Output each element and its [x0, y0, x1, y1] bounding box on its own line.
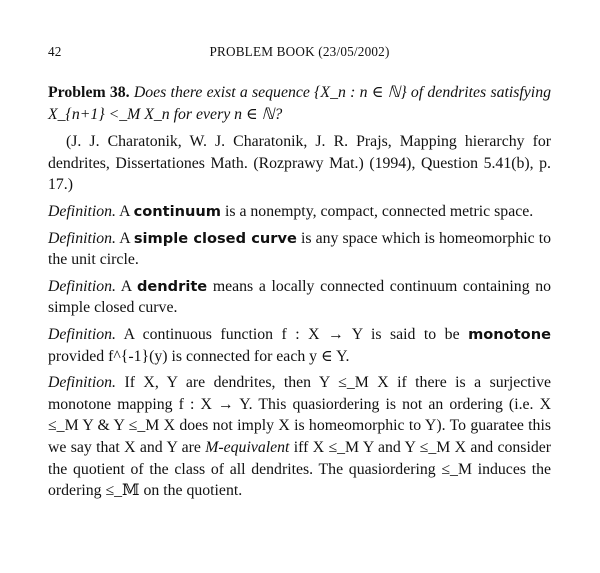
definition-text: A continuous function f : X → Y is said to be monotone provided f^{-1}(y) is connected for each y ∈ Y.: [48, 325, 552, 365]
page: [48, 42, 551, 502]
definition-label: Definition.: [48, 325, 117, 343]
definition-simple-closed-curve: [48, 228, 551, 271]
running-head: PROBLEM BOOK (23/05/2002): [209, 44, 390, 59]
definition-label: Definition.: [48, 229, 117, 247]
definition-label: Definition.: [48, 374, 117, 392]
defined-term: dendrite: [136, 277, 208, 295]
definition-text: A continuum is a nonempty, compact, connected metric space.: [119, 202, 534, 220]
problem-label: Problem 38.: [48, 84, 130, 101]
page-header: [48, 42, 551, 62]
defined-term: M-equivalent: [205, 438, 290, 456]
page-number: 42: [48, 44, 62, 59]
reference-citation: (J. J. Charatonik, W. J. Charatonik, J. R. Prajs, Mapping hierarchy for dendrites, Dissertationes Math. (Rozprawy Mat.) (1994), Question 5.41(b), p. 17.): [48, 133, 551, 194]
definition-text: A dendrite means a locally connected continuum containing no simple closed curve.: [48, 277, 552, 317]
defined-term: continuum: [133, 202, 222, 220]
definition-monotone-ordering: [48, 372, 551, 502]
definition-label: Definition.: [48, 277, 117, 295]
definition-monotone: [48, 324, 551, 367]
defined-term: simple closed curve: [133, 229, 297, 247]
defined-term: monotone: [468, 325, 552, 343]
problem-statement: [48, 82, 551, 125]
problem-text: Does there exist a sequence {X_n : n ∈ ℕ} of dendrites satisfying X_{n+1} <_M X_n for every n ∈ ℕ?: [48, 84, 551, 123]
definition-continuum: [48, 201, 551, 223]
definition-text: A simple closed curve is any space which is homeomorphic to the unit circle.: [48, 229, 551, 269]
definition-dendrite: [48, 276, 551, 319]
definition-label: Definition.: [48, 202, 117, 220]
definition-text: If X, Y are dendrites, then Y ≤_M X if there is a surjective monotone mapping f : X → Y. This quasiordering is not an ordering (i.e. X ≤_M Y & Y ≤_M X does not imply X is homeomorphic to Y). To guaratee this we say that X and Y are M-equivalent iff X ≤_M Y and Y ≤_M X and consider the quotient of the class of all dendrites. The quasiordering ≤_M induces the ordering ≤_𝕄 on the quotient.: [48, 374, 552, 500]
